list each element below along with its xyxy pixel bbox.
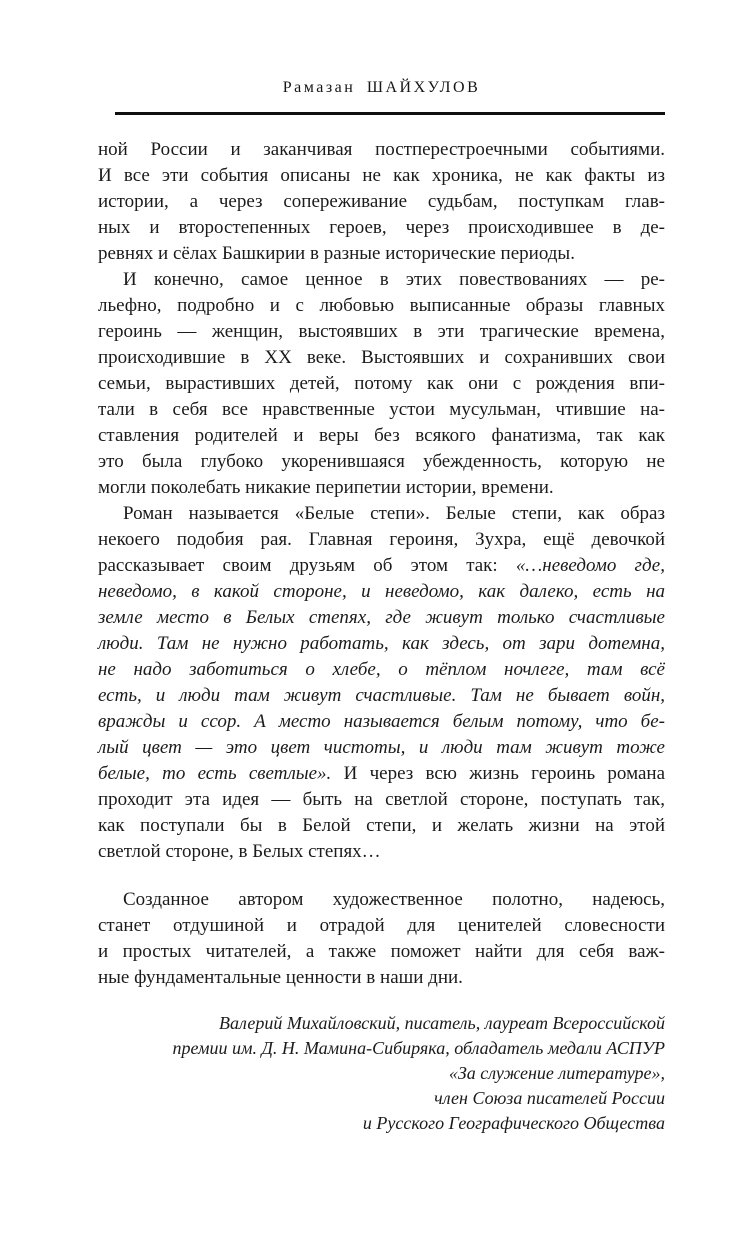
paragraph (98, 501, 665, 865)
text-line (98, 683, 665, 709)
paragraphs-container (98, 137, 665, 991)
signature-line: премии им. Д. Н. Мамина-Сибиряка, обладатель медали АСПУР (172, 1038, 665, 1058)
text-line (98, 293, 665, 319)
text-line (98, 241, 665, 267)
text-line (98, 319, 665, 345)
body-text-segment: рассказывает своим друзьям об этом так: (98, 555, 516, 576)
text-line (98, 527, 665, 553)
quote-italic-text: есть, и люди там живут счастливые. Там не бывает войн, (98, 685, 665, 706)
text-line (98, 605, 665, 631)
text-line (98, 371, 665, 397)
body-text-segment: ных и второстепенных героев, через происходившее в де- (98, 217, 665, 238)
signature-line: Валерий Михайловский, писатель, лауреат Всероссийской (219, 1013, 665, 1033)
body-text-segment: некоего подобия рая. Главная героиня, Зухра, ещё девочкой (98, 529, 665, 550)
text-line (98, 913, 665, 939)
body-text-segment: ставления родителей и веры без всякого фанатизма, так как (98, 425, 665, 446)
quote-italic-text: вражды и ссор. А место называется белым потому, что бе- (98, 711, 665, 732)
body-text-segment: тали в себя все нравственные устои мусульман, чтившие на- (98, 399, 665, 420)
body-text-segment: истории, а через сопереживание судьбам, поступкам глав- (98, 191, 665, 212)
body-text-segment: И через всю жизнь героинь романа (331, 763, 666, 784)
body-text-segment: Созданное автором художественное полотно, надеюсь, (123, 889, 665, 910)
body-text-segment: льефно, подробно и с любовью выписанные образы главных (98, 295, 665, 316)
body-text-segment: происходившие в XX веке. Выстоявших и сохранивших свои (98, 347, 665, 368)
body-text-segment: И конечно, самое ценное в этих повествованиях — ре- (123, 269, 665, 290)
text-line (98, 189, 665, 215)
body-text-segment: семьи, вырастивших детей, потому как они с рождения впи- (98, 373, 665, 394)
text-line (98, 735, 665, 761)
paragraph (98, 137, 665, 267)
quote-italic-text: не надо заботиться о хлебе, о тёплом ночлеге, там всё (98, 659, 665, 680)
body-text-segment: как поступали бы в Белой степи, и желать жизни на этой (98, 815, 665, 836)
text-line (98, 631, 665, 657)
body-text-segment: героинь — женщин, выстоявших в эти трагические времена, (98, 321, 665, 342)
signature-block (98, 1011, 665, 1136)
text-line (98, 397, 665, 423)
quote-italic-text: белые, то есть светлые». (98, 763, 332, 784)
body-text (98, 137, 665, 1136)
paragraph (98, 887, 665, 991)
text-line (98, 761, 665, 787)
text-line (98, 657, 665, 683)
signature-line: и Русского Географического Общества (362, 1113, 665, 1133)
text-line (98, 475, 665, 501)
body-text-segment: светлой стороне, в Белых степях… (98, 841, 381, 862)
body-text-segment: и простых читателей, а также поможет найти для себя важ- (98, 941, 665, 962)
body-text-segment: могли поколебать никакие перипетии истории, времени. (98, 477, 554, 498)
header-rule (115, 112, 665, 115)
text-line (98, 709, 665, 735)
body-text-segment: станет отдушиной и отрадой для ценителей словесности (98, 915, 665, 936)
signature-line: член Союза писателей России (434, 1088, 665, 1108)
text-line (98, 939, 665, 965)
text-line (98, 579, 665, 605)
text-line (98, 553, 665, 579)
body-text-segment: ной России и заканчивая постперестроечными событиями. (98, 139, 665, 160)
text-line (98, 215, 665, 241)
body-text-segment: Роман называется «Белые степи». Белые степи, как образ (123, 503, 665, 524)
body-text-segment: ные фундаментальные ценности в наши дни. (98, 967, 463, 988)
running-header-author: Рамазан ШАЙХУЛОВ (282, 79, 481, 96)
text-line (98, 345, 665, 371)
text-line (98, 423, 665, 449)
text-line (98, 965, 665, 991)
text-line (98, 839, 665, 865)
quote-italic-text: неведомо, в какой стороне, и неведомо, как далеко, есть на (98, 581, 665, 602)
quote-italic-text: земле место в Белых степях, где живут только счастливые (98, 607, 665, 628)
body-text-segment: И все эти события описаны не как хроника, не как факты из (98, 165, 665, 186)
quote-italic-text: лый цвет — это цвет чистоты, и люди там живут тоже (98, 737, 665, 758)
text-line (98, 449, 665, 475)
quote-italic-text: «…неведомо где, (515, 555, 665, 576)
signature-line: «За служение литературе», (448, 1063, 665, 1083)
quote-italic-text: люди. Там не нужно работать, как здесь, от зари дотемна, (98, 633, 665, 654)
text-line (98, 787, 665, 813)
paragraph (98, 267, 665, 501)
body-text-segment: проходит эта идея — быть на светлой стороне, поступать так, (98, 789, 665, 810)
text-line (98, 501, 665, 527)
text-line (98, 887, 665, 913)
text-line (98, 813, 665, 839)
body-text-segment: это была глубоко укоренившаяся убежденность, которую не (98, 451, 665, 472)
text-line (98, 163, 665, 189)
text-line (98, 267, 665, 293)
text-line (98, 137, 665, 163)
body-text-segment: ревнях и сёлах Башкирии в разные исторические периоды. (98, 243, 575, 264)
